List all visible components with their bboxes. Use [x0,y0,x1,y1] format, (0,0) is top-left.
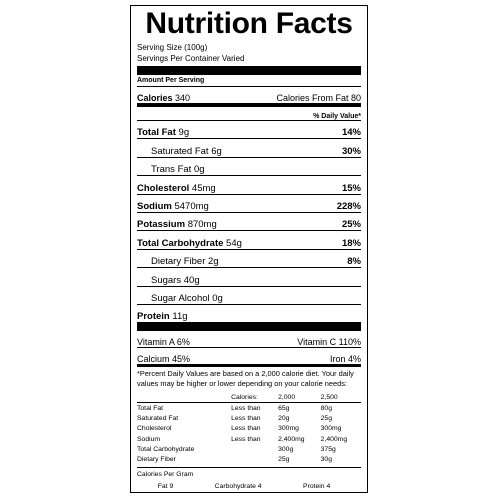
nutrient-amount: 40g [183,274,200,286]
serving-size [137,43,361,52]
nutrient-row [137,249,361,267]
servings-per-container [137,54,361,63]
thick-divider [137,66,361,75]
vitamin-row [137,348,361,364]
nutrient-dv: 228% [336,200,361,212]
vitamin-left: Calcium 45% [137,354,191,365]
nutrient-dv: 18% [341,237,361,249]
thick-divider [137,322,361,331]
nutrient-label: Cholesterol [137,182,190,194]
dv-cell: Saturated Fat [137,415,179,423]
footnote: *Percent Daily Values are based on a 2,000 calorie diet. Your daily values may be higher or lower depending on your calorie needs: [137,369,354,388]
nutrient-amount: 2g [208,256,219,268]
dv-cell: Less than [231,435,261,443]
nutrition-label [130,5,368,493]
amount-per-serving [137,77,361,84]
dv-cell: 20g [278,415,290,423]
calories-value: 340 [175,93,191,103]
vitamin-row [137,331,361,347]
nutrient-label: Trans Fat [151,164,192,176]
nutrient-dv: 15% [341,182,361,194]
cpg-protein: Protein 4 [303,482,331,490]
dv-table-row [137,434,361,444]
nutrient-amount: 11g [172,311,188,323]
dv-cell: Less than [231,415,261,423]
nutrient-label: Sugar Alcohol [151,292,210,304]
nutrient-amount: 5470mg [174,200,209,212]
dv-cell: 2,400mg [320,435,348,443]
dv-cell: 2,000 [278,393,296,401]
calories-row [137,87,361,103]
dv-table-row [137,414,361,424]
calories-per-gram-label: Calories Per Gram [137,470,194,478]
dv-table-row [137,424,361,434]
medium-divider [137,364,361,367]
nutrient-row [137,212,361,230]
nutrient-dv: 8% [347,256,361,268]
dv-table-row [137,444,361,454]
dv-cell [137,392,231,403]
dv-table-row [137,403,361,414]
nutrient-row [137,304,361,322]
vitamin-right: Iron 4% [329,354,361,365]
dv-cell: Calories: [231,393,258,401]
vitamin-right: Vitamin C 110% [297,337,361,348]
dv-header: % Daily Value* [313,113,361,120]
divider [137,467,361,468]
nutrient-row [137,194,361,212]
nutrient-amount: 0g [212,292,223,304]
nutrient-label: Sugars [151,274,182,286]
dv-table-header [137,392,361,403]
dv-cell: 25g [278,456,290,464]
calories-fat-label: Calories From Fat [276,93,349,103]
dv-cell [231,454,278,464]
nutrient-row [137,286,361,304]
dv-cell: Total Fat [137,405,164,413]
nutrient-label: Sodium [137,200,172,212]
nutrient-label: Total Fat [137,127,176,139]
dv-cell: 300mg [278,425,299,433]
dv-cell: 25g [320,415,332,423]
vitamin-left: Vitamin A 6% [137,337,190,348]
dv-cell: 2,500 [320,393,338,401]
nutrient-row [137,267,361,285]
dv-cell: Less than [231,405,261,413]
amount-per-serving-text: Amount Per Serving [137,77,205,84]
nutrient-dv: 25% [341,219,361,231]
calories-label: Calories [137,93,173,103]
cpg-fat: Fat 9 [157,482,174,490]
nutrient-dv: 30% [341,145,361,157]
cpg-carbohydrate: Carbohydrate 4 [214,482,262,490]
nutrient-amount: 9g [178,127,190,139]
nutrient-label: Total Carbohydrate [137,237,224,249]
dv-cell: 30g [320,456,332,464]
nutrient-row [137,138,361,156]
dv-table-row [137,454,361,464]
nutrient-dv: 14% [341,127,361,139]
nutrient-amount: 45mg [191,182,216,194]
dv-cell: Total Carbohydrate [137,445,195,453]
dv-cell: 300mg [320,425,342,433]
nutrient-label: Saturated Fat [151,145,209,157]
calories-fat-value: 80 [350,93,361,103]
nutrient-row [137,230,361,248]
dv-cell: Sodium [137,435,161,443]
nutrient-label: Dietary Fiber [151,256,206,268]
dv-cell: 2,400mg [278,435,305,443]
dv-cell: 375g [320,445,336,453]
label-title: Nutrition Facts [145,7,353,40]
dv-cell: 80g [320,405,332,413]
dv-header-row [137,107,361,120]
daily-values-table [137,392,361,464]
servings-per-container-text: Servings Per Container Varied [137,54,245,63]
nutrient-row [137,175,361,193]
nutrient-row [137,120,361,138]
nutrient-amount: 0g [193,164,205,176]
nutrient-label: Protein [137,311,170,323]
dv-cell: 300g [278,445,294,453]
nutrient-amount: 6g [211,145,222,157]
nutrient-label: Potassium [137,219,186,231]
dv-cell [231,444,278,454]
nutrient-amount: 54g [226,237,242,249]
dv-cell: Less than [231,425,261,433]
dv-cell: Cholesterol [137,425,172,433]
nutrient-row [137,157,361,175]
dv-cell: 65g [278,405,290,413]
nutrient-list [137,120,361,322]
serving-size-text: Serving Size (100g) [137,43,208,52]
nutrient-amount: 870mg [187,219,217,231]
calories-per-gram-values [137,483,361,490]
dv-cell: Dietary Fiber [137,456,176,464]
